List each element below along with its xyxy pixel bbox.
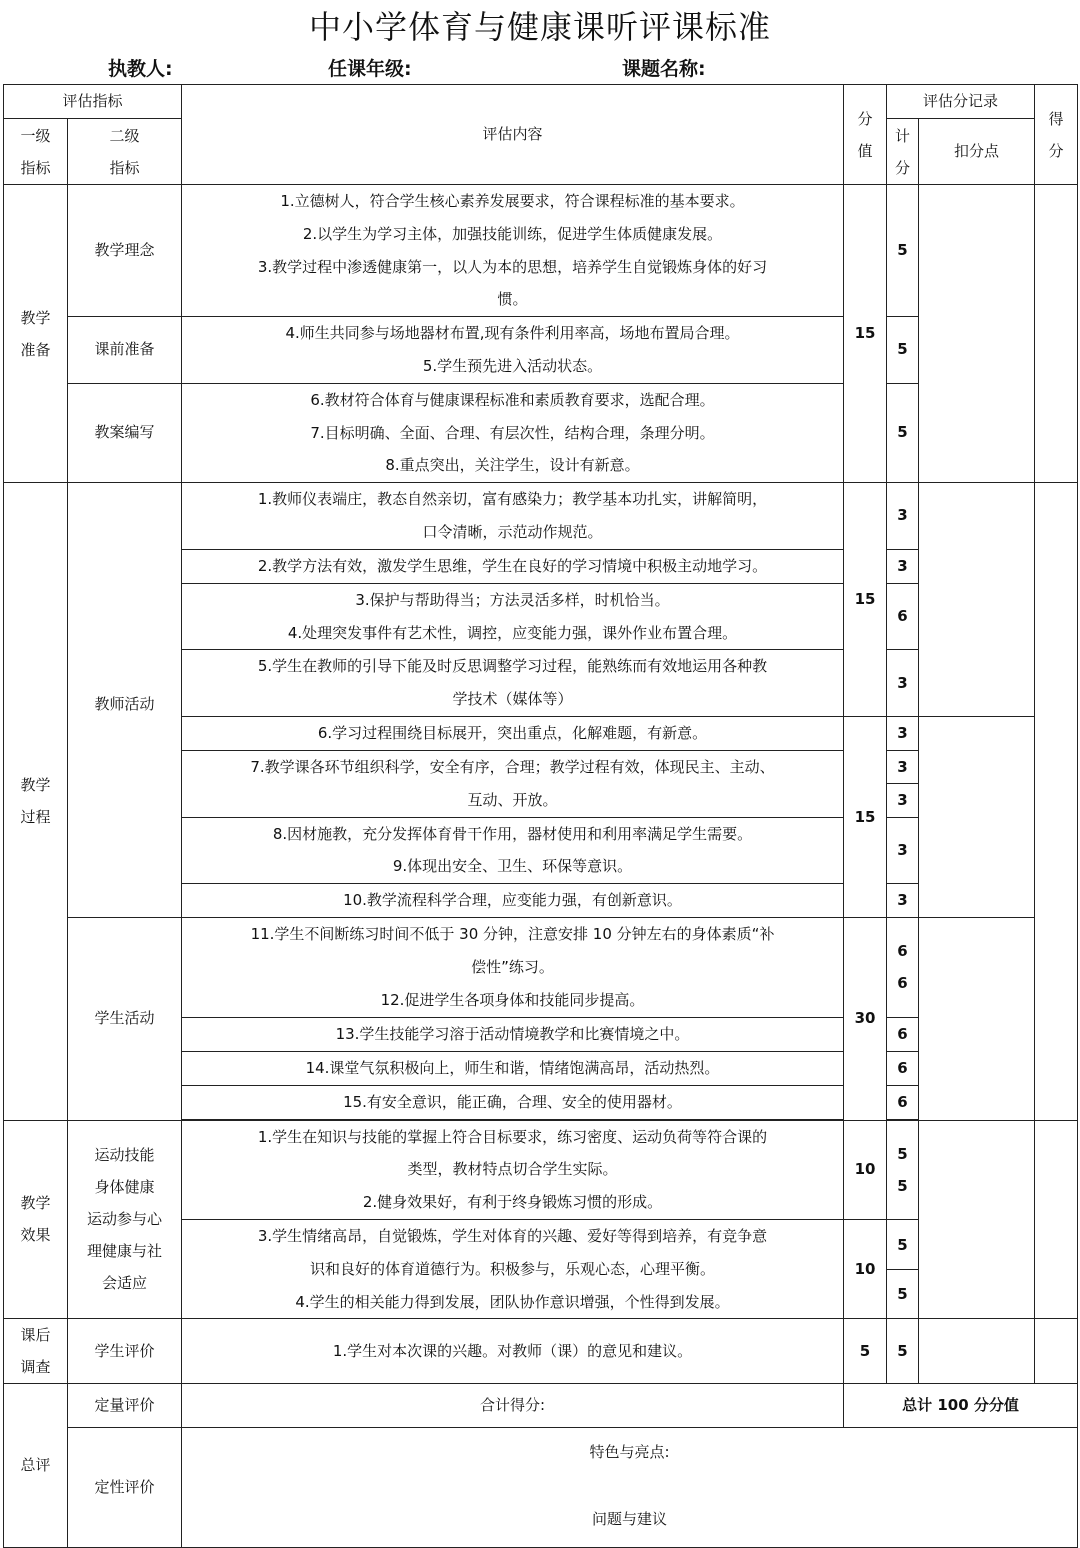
content-line: 9.体现出安全、卫生、环保等意识。 bbox=[392, 857, 633, 876]
points-header-b: 分 bbox=[895, 158, 911, 177]
effect-level2-line: 身体健康 bbox=[94, 1178, 155, 1197]
quant-label: 定量评价 bbox=[68, 1384, 182, 1428]
effect-level2-line: 运动技能 bbox=[94, 1146, 155, 1165]
prep-level2-plan: 教案编写 bbox=[68, 383, 182, 482]
t2-points: 3 bbox=[887, 549, 919, 583]
e3-weight: 10 bbox=[844, 1219, 887, 1318]
content-line: 3.学生情绪高昂，自觉锻炼，学生对体育的兴趣、爱好等得到培养，有竞争意 bbox=[257, 1226, 768, 1245]
content-line: 15.有安全意识，能正确，合理、安全的使用器材。 bbox=[343, 1092, 682, 1111]
survey-points: 5 bbox=[887, 1319, 919, 1384]
e1-points-a: 5 bbox=[897, 1144, 908, 1163]
content-line: 1.教师仪表端庄，教态自然亲切，富有感染力；教学基本功扎实，讲解简明， bbox=[257, 490, 768, 509]
level1-header-b: 指标 bbox=[20, 158, 51, 177]
process-level1 bbox=[4, 483, 68, 1120]
content-line: 14.课堂气氛积极向上，师生和谐，情绪饱满高昂，活动热烈。 bbox=[305, 1058, 720, 1077]
survey-final-cell[interactable] bbox=[1035, 1319, 1078, 1384]
weight-header bbox=[844, 85, 887, 185]
content-line: 7.教学课各环节组织科学，安全有序，合理；教学过程有效，体现民主、主动、 bbox=[250, 757, 775, 776]
t1-content bbox=[182, 483, 844, 550]
teacher-label: 执教人: bbox=[108, 58, 173, 80]
content-line: 5.学生预先进入活动状态。 bbox=[422, 356, 603, 375]
record-header: 评估分记录 bbox=[887, 85, 1035, 119]
effect-level1-b: 效果 bbox=[20, 1226, 51, 1245]
prep-deduct-cell[interactable] bbox=[919, 185, 1035, 483]
effect-level2-line: 运动参与心 bbox=[87, 1210, 163, 1229]
weight-header-a: 分 bbox=[857, 109, 873, 128]
s13-content bbox=[182, 1017, 844, 1051]
content-line: 10.教学流程科学合理，应变能力强，有创新意识。 bbox=[343, 891, 682, 910]
content-line: 1.学生对本次课的兴趣。对教师（课）的意见和建议。 bbox=[332, 1341, 693, 1360]
points-header bbox=[887, 119, 919, 185]
content-line: 类型，教材特点切合学生实际。 bbox=[407, 1160, 618, 1179]
prep-final-cell[interactable] bbox=[1035, 185, 1078, 483]
effect-level1-a: 教学 bbox=[20, 1194, 51, 1213]
e1-points-b: 5 bbox=[897, 1176, 908, 1195]
process-weight-b: 15 bbox=[844, 716, 887, 917]
content-line: 6.教材符合体育与健康课程标准和素质教育要求，选配合理。 bbox=[310, 390, 715, 409]
e3-points bbox=[887, 1219, 919, 1318]
page-title: 中小学体育与健康课听评课标准 bbox=[308, 8, 771, 46]
s11-points bbox=[887, 918, 919, 1017]
content-line: 12.促进学生各项身体和技能同步提高。 bbox=[380, 990, 645, 1009]
points-header-a: 计 bbox=[895, 126, 911, 145]
prep-level1-a: 教学 bbox=[20, 308, 51, 327]
e3-points-a: 5 bbox=[887, 1221, 918, 1270]
prep-plan-content bbox=[182, 383, 844, 482]
grade-label: 任课年级: bbox=[328, 58, 412, 80]
effect-level1 bbox=[4, 1120, 68, 1319]
prep-level1-b: 准备 bbox=[20, 340, 51, 359]
t10-points: 3 bbox=[887, 884, 919, 918]
t7-points bbox=[887, 750, 919, 817]
final-header-a: 得 bbox=[1048, 109, 1064, 128]
survey-content bbox=[182, 1319, 844, 1384]
content-line: 识和良好的体育道德行为。积极参与，乐观心态，心理平衡。 bbox=[310, 1259, 716, 1278]
weight-header-b: 值 bbox=[857, 141, 873, 160]
t8-content bbox=[182, 817, 844, 884]
e1-weight: 10 bbox=[844, 1120, 887, 1219]
content-line: 5.学生在教师的引导下能及时反思调整学习过程，能熟练而有效地运用各种教 bbox=[257, 657, 768, 676]
e3-content bbox=[182, 1219, 844, 1318]
qual-comment-field[interactable] bbox=[182, 1428, 1078, 1548]
content-line: 口令清晰，示范动作规范。 bbox=[422, 522, 603, 541]
deduct-header: 扣分点 bbox=[919, 119, 1035, 185]
prep-plan-points: 5 bbox=[887, 383, 919, 482]
effect-level2-line: 理健康与社 bbox=[87, 1242, 163, 1261]
effect-deduct-cell[interactable] bbox=[919, 1120, 1035, 1319]
content-line: 13.学生技能学习溶于活动情境教学和比赛情境之中。 bbox=[335, 1024, 690, 1043]
survey-weight: 5 bbox=[844, 1319, 887, 1384]
qual-label: 定性评价 bbox=[68, 1428, 182, 1548]
t6-points: 3 bbox=[887, 716, 919, 750]
level2-header-b: 指标 bbox=[109, 158, 140, 177]
process-level1-b: 过程 bbox=[20, 808, 51, 827]
content-line: 8.因材施教，充分发挥体育骨干作用，器材使用和利用率满足学生需要。 bbox=[272, 824, 753, 843]
survey-level1-a: 课后 bbox=[20, 1326, 51, 1345]
t7-content bbox=[182, 750, 844, 817]
evaluation-table bbox=[3, 84, 1078, 1548]
level1-header-a: 一级 bbox=[20, 126, 51, 145]
prep-level2-concept: 教学理念 bbox=[68, 185, 182, 317]
process-deduct-c[interactable] bbox=[919, 918, 1035, 1120]
effect-level2 bbox=[68, 1120, 182, 1319]
highlight-label: 特色与亮点: bbox=[589, 1443, 670, 1462]
level1-header bbox=[4, 119, 68, 185]
s11-points-b: 6 bbox=[897, 974, 908, 993]
topic-label: 课题名称: bbox=[622, 58, 706, 80]
content-line: 1.立德树人，符合学生核心素养发展要求，符合课程标准的基本要求。 bbox=[280, 192, 745, 210]
t3-content bbox=[182, 583, 844, 650]
content-header: 评估内容 bbox=[182, 85, 844, 185]
s14-points: 6 bbox=[887, 1051, 919, 1085]
final-score-header bbox=[1035, 85, 1078, 185]
content-line: 11.学生不间断练习时间不低于 30 分钟，注意安排 10 分钟左右的身体素质“补 bbox=[250, 925, 775, 944]
problem-label: 问题与建议 bbox=[592, 1510, 668, 1529]
s15-points: 6 bbox=[887, 1085, 919, 1119]
content-line: 互动、开放。 bbox=[467, 790, 558, 809]
survey-deduct-cell[interactable] bbox=[919, 1319, 1035, 1384]
process-level1-a: 教学 bbox=[20, 776, 51, 795]
s11-content bbox=[182, 918, 844, 1017]
t7-points-a: 3 bbox=[887, 751, 918, 784]
t7-points-b: 3 bbox=[897, 791, 908, 810]
content-line: 2.健身效果好，有利于终身锻炼习惯的形成。 bbox=[362, 1193, 663, 1212]
effect-final-cell[interactable] bbox=[1035, 1120, 1078, 1319]
total-score-field[interactable] bbox=[182, 1384, 844, 1428]
s14-content bbox=[182, 1051, 844, 1085]
prep-weight: 15 bbox=[844, 185, 887, 483]
content-line: 学技术（媒体等） bbox=[452, 690, 573, 709]
content-line: 3.保护与帮助得当；方法灵活多样，时机恰当。 bbox=[355, 590, 670, 609]
t1-points: 3 bbox=[887, 483, 919, 550]
content-line: 7.目标明确、全面、合理、有层次性，结构合理，条理分明。 bbox=[310, 423, 715, 442]
process-weight-a: 15 bbox=[844, 483, 887, 717]
final-header-b: 分 bbox=[1048, 141, 1064, 160]
prep-readiness-content bbox=[182, 317, 844, 384]
content-line: 4.处理突发事件有艺术性，调控，应变能力强，课外作业布置合理。 bbox=[287, 623, 738, 642]
content-line: 偿性”练习。 bbox=[471, 957, 554, 976]
content-line: 8.重点突出，关注学生，设计有新意。 bbox=[385, 456, 640, 475]
e1-points bbox=[887, 1120, 919, 1219]
prep-level1 bbox=[4, 185, 68, 483]
process-weight-c: 30 bbox=[844, 918, 887, 1120]
level2-header bbox=[68, 119, 182, 185]
summary-level1: 总评 bbox=[4, 1384, 68, 1548]
survey-level2: 学生评价 bbox=[68, 1319, 182, 1384]
prep-level2-readiness: 课前准备 bbox=[68, 317, 182, 384]
process-final-cell[interactable] bbox=[1035, 483, 1078, 1120]
t10-content bbox=[182, 884, 844, 918]
t2-content bbox=[182, 549, 844, 583]
content-line: 2.教学方法有效，激发学生思维，学生在良好的学习情境中积极主动地学习。 bbox=[257, 556, 768, 575]
teacher-activity-level2: 教师活动 bbox=[68, 483, 182, 918]
total-score-label: 合计得分: bbox=[479, 1396, 546, 1415]
t5-content bbox=[182, 650, 844, 717]
e1-content bbox=[182, 1120, 844, 1219]
survey-level1 bbox=[4, 1319, 68, 1384]
s15-content bbox=[182, 1085, 844, 1119]
effect-level2-line: 会适应 bbox=[102, 1274, 148, 1293]
survey-level1-b: 调查 bbox=[20, 1358, 51, 1377]
e3-points-b: 5 bbox=[897, 1284, 908, 1303]
content-line: 4.师生共同参与场地器材布置,现有条件利用率高，场地布置局合理。 bbox=[285, 324, 740, 343]
t8-points: 3 bbox=[887, 817, 919, 884]
total-note: 总计 100 分分值 bbox=[844, 1384, 1078, 1428]
prep-readiness-points: 5 bbox=[887, 317, 919, 384]
t3-points: 6 bbox=[887, 583, 919, 650]
process-deduct-a[interactable] bbox=[919, 483, 1035, 717]
s11-points-a: 6 bbox=[897, 942, 908, 961]
content-line: 1.学生在知识与技能的掌握上符合目标要求，练习密度、运动负荷等符合课的 bbox=[257, 1127, 768, 1146]
process-deduct-b[interactable] bbox=[919, 716, 1035, 917]
content-line: 2.以学生为学习主体，加强技能训练，促进学生体质健康发展。 bbox=[302, 224, 723, 243]
content-line: 惯。 bbox=[497, 290, 528, 309]
s13-points: 6 bbox=[887, 1017, 919, 1051]
prep-concept-content bbox=[182, 185, 844, 317]
content-line: 6.学习过程围绕目标展开，突出重点，化解难题，有新意。 bbox=[317, 724, 708, 743]
t5-points: 3 bbox=[887, 650, 919, 717]
indicator-group-header: 评估指标 bbox=[4, 85, 182, 119]
level2-header-a: 二级 bbox=[109, 126, 140, 145]
content-line: 4.学生的相关能力得到发展，团队协作意识增强，个性得到发展。 bbox=[295, 1292, 730, 1311]
student-activity-level2: 学生活动 bbox=[68, 918, 182, 1120]
prep-concept-points: 5 bbox=[887, 185, 919, 317]
t6-content bbox=[182, 716, 844, 750]
content-line: 3.教学过程中渗透健康第一，以人为本的思想，培养学生自觉锻炼身体的好习 bbox=[257, 257, 768, 276]
